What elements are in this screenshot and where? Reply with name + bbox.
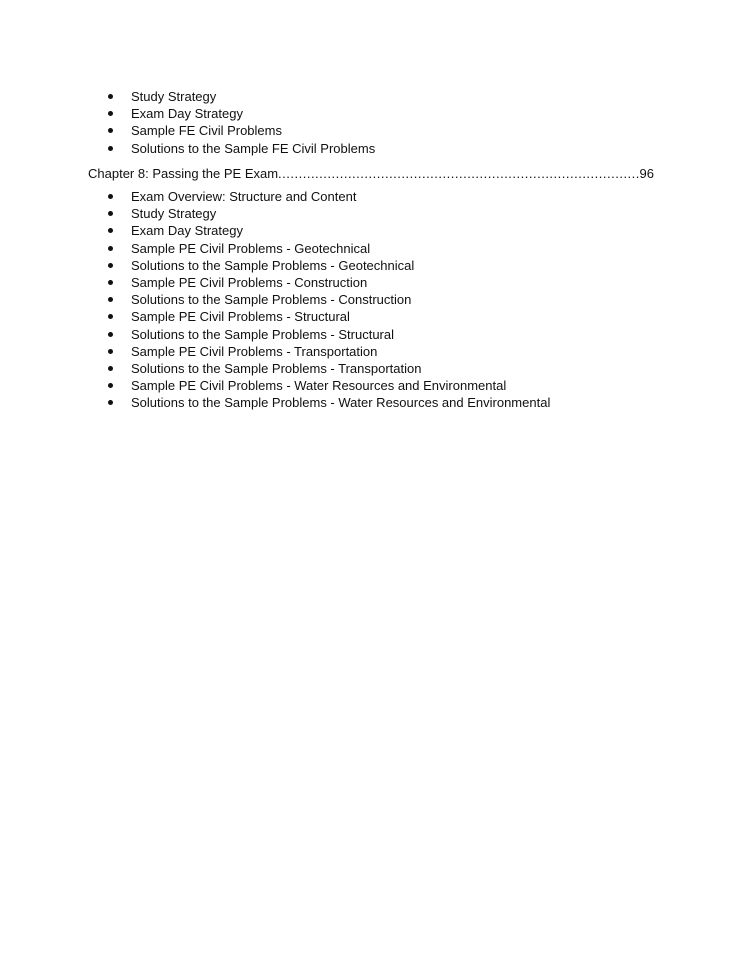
toc-list-item xyxy=(108,394,708,411)
toc-item-label: Solutions to the Sample Problems - Construction xyxy=(131,292,412,308)
bullet-icon xyxy=(108,246,113,251)
toc-chapter-entry[interactable] xyxy=(88,165,654,182)
toc-list-item xyxy=(108,188,708,205)
toc-item-label: Exam Overview: Structure and Content xyxy=(131,189,357,204)
bullet-icon xyxy=(108,400,113,405)
chapter-page-number: 96 xyxy=(639,166,654,181)
toc-item-label: Solutions to the Sample Problems - Geotechnical xyxy=(131,257,415,273)
bullet-icon xyxy=(108,263,113,268)
bullet-icon xyxy=(108,366,113,371)
previous-chapter-topic-list xyxy=(108,88,708,157)
toc-list-item xyxy=(108,343,708,360)
toc-item-label: Sample PE Civil Problems - Structural xyxy=(131,309,350,325)
toc-item-label: Study Strategy xyxy=(131,89,217,104)
toc-list-item xyxy=(108,377,708,394)
bullet-icon xyxy=(108,332,113,337)
dot-leader xyxy=(278,165,638,182)
toc-list-item xyxy=(108,222,708,239)
toc-list-item xyxy=(108,360,708,377)
bullet-icon xyxy=(108,128,113,133)
bullet-icon xyxy=(108,297,113,302)
toc-list-item xyxy=(108,274,708,291)
bullet-icon xyxy=(108,314,113,319)
toc-item-label: Study Strategy xyxy=(131,206,217,222)
toc-item-label: Solutions to the Sample Problems - Transportation xyxy=(131,360,422,376)
toc-list-item xyxy=(108,326,708,343)
bullet-icon xyxy=(108,111,113,116)
toc-item-label: Solutions to the Sample Problems - Structural xyxy=(131,326,395,342)
bullet-icon xyxy=(108,280,113,285)
chapter-topic-list xyxy=(108,188,708,411)
toc-item-label: Sample FE Civil Problems xyxy=(131,123,282,139)
bullet-icon xyxy=(108,383,113,388)
toc-list-item xyxy=(108,291,708,308)
toc-list-item xyxy=(108,205,708,222)
toc-item-label: Exam Day Strategy xyxy=(131,106,243,122)
toc-list-item xyxy=(108,308,708,325)
toc-list-item xyxy=(108,140,708,157)
toc-item-label: Sample PE Civil Problems - Construction xyxy=(131,274,368,290)
bullet-icon xyxy=(108,211,113,216)
toc-item-label: Exam Day Strategy xyxy=(131,223,243,239)
bullet-icon xyxy=(108,349,113,354)
toc-item-label: Sample PE Civil Problems - Water Resources and Environmental xyxy=(131,378,507,394)
toc-list-item xyxy=(108,88,708,105)
toc-item-label: Sample PE Civil Problems - Geotechnical xyxy=(131,240,371,256)
bullet-icon xyxy=(108,228,113,233)
toc-item-label: Sample PE Civil Problems - Transportation xyxy=(131,343,378,359)
toc-list-item xyxy=(108,122,708,139)
chapter-title: Chapter 8: Passing the PE Exam xyxy=(88,166,279,181)
toc-list-item xyxy=(108,257,708,274)
bullet-icon xyxy=(108,94,113,99)
bullet-icon xyxy=(108,194,113,199)
toc-item-label: Solutions to the Sample FE Civil Problems xyxy=(131,140,376,156)
toc-item-label: Solutions to the Sample Problems - Water Resources and Environmental xyxy=(131,395,551,411)
toc-list-item xyxy=(108,105,708,122)
toc-list-item xyxy=(108,240,708,257)
bullet-icon xyxy=(108,146,113,151)
